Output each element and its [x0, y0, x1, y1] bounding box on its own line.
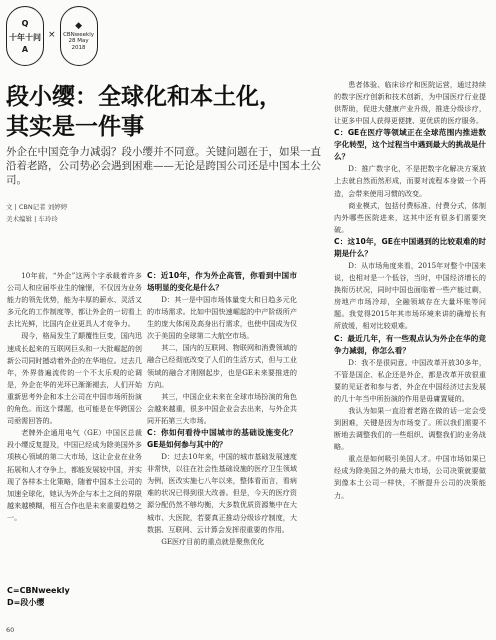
answer-paragraph: 我认为如果一直沿着老路在做的话一定会受到困难，关键是因为市场变了。所以我们需要不断地去调整我们的一些组织、调整我们的业务战略。	[334, 405, 486, 452]
paragraph: 10年前，“外企”这两个字承载着许多公司人和应届毕业生的憧憬，不仅因为业务能力的领先优势，能为丰厚的薪水、灵活又多元化的工作制度等，都让外企的一切看上去比光鲜，比国内企业更具人才竞争力。	[7, 271, 142, 329]
answer-paragraph: GE医疗目前的重点就是聚焦优化	[161, 536, 265, 546]
cbn-icon: ◆	[75, 20, 82, 31]
logo-cross: ×	[48, 30, 56, 40]
paragraph: 现今，格局发生了颠覆性巨变，国内迅速成长起来的互联网巨头和一大批崛起的创新公司同时撼动着外企的在华地位。过去几年，外界普遍流传的一个不太乐观的论调是，外企在华的光环已渐渐褪去，人们开始重新思考外企和本土公司在中国市场所扮演的角色。而这个课题，也可能是在华跨国公司亟需回答的。	[7, 331, 142, 426]
question: C：近10年，作为外企高管，你看到中国市场明显的变化是什么？	[147, 271, 297, 292]
answer-paragraph: 其三，中国企业未来在全球市场扮演的角色会越来越重，很多中国企业会去出来，与外企共同开拓第三大市场。	[147, 391, 297, 425]
cbnweekly-logo	[60, 6, 98, 66]
question: C：你如何看待中国城市的基础设施变化？GE是如何参与其中的？	[147, 428, 297, 450]
legend-d: D=段小缨	[7, 598, 45, 607]
logo-year: 2018	[71, 44, 86, 51]
byline-writer: 文 | CBN记者 刘婷婷	[6, 203, 68, 211]
question: C：最近几年，有一些观点认为外企在华的竞争力减弱，你怎么看？	[334, 333, 486, 355]
question: C：这10年，GE在中国遇到的比较艰难的时期是什么？	[334, 236, 486, 258]
question: C：GE在医疗等领域正在全球范围内推进数字化转型，这个过程当中遇到最大的挑战是什么？	[334, 128, 486, 162]
column-1	[7, 270, 142, 524]
qa-logo	[6, 6, 44, 66]
article-title	[6, 82, 326, 142]
speaker-legend	[7, 585, 70, 609]
answer-paragraph: 其二，国内的互联网、物联网和消费领域的融合已经彻底改变了人们的生活方式，但与工业领域的融合才刚刚起步，也是GE未来要推进的方向。	[147, 343, 297, 389]
column-2	[147, 270, 297, 548]
byline-editor: 美术编辑 | 车玲玲	[6, 215, 58, 223]
logo-a: A	[21, 45, 29, 54]
answer-paragraph: D：从市场角度来看，2015年对整个中国来说，也相对是一个低谷，当时，中国经济增长的换衔历状况，同时中国也面临着一些产能过剩，房地产市场冷却，全融领域存在大量坏账等问题。我觉得2015年其市场环境来讲的确增长有所放缓，相对比较艰难。	[334, 260, 486, 331]
answer-paragraph: D：我不是很同意。中国改革开放30多年，不管是国企、私企还是外企，都是改革开放很重要的见证者和参与者，外企在中国经济过去发展的几十年当中所扮演的作用是毋庸置疑的。	[334, 357, 486, 403]
byline	[6, 201, 206, 225]
answer-paragraph: 患者体验、临床诊疗和医院运营，通过持续的数字医疗创新和技术创新，为中国医疗行业提供帮助，促进大健康产业升级，推进分级诊疗，让更多中国人获得更便捷、更优质的医疗服务。	[334, 80, 486, 126]
answer-paragraph: D：过去10年来，中国的城市基础发展速度非常快，以往在社会性基础设施的医疗卫生领域为例，医改实施七八年以来，整体看而言，看病难的状况已得到很大改善。但是，今天的医疗资源分配仍然不够均衡，大多数优质资源集中在大城市、大医院，若要真正推动分级诊疗制度，大数据、互联网、云计算会发挥很重要的作用。	[147, 452, 297, 534]
paragraph: 老牌外企通用电气（GE）中国区总裁段小缨反复提及，中国已经成为除美国外多项核心领域的第二大市场，这让企业在业务拓展和人才夺争上，都能发展较中国，并实现了各样本土化策略，随着中国本土公司的加速全球化，她认为外企与本土之间的界限越来越模糊，相互合作也是未来重要趋势之一。	[7, 428, 142, 522]
logo-date: 28 May	[68, 38, 89, 45]
logo-middle: 十年十问	[9, 33, 41, 42]
answer-paragraph: D：推广数字化，不是把数字化解决方案放上去就自然而然形成，而要对流程本身做一个再造，会带来使用习惯的改变。	[334, 164, 486, 198]
answer-paragraph: 商业模式，包括付费标准、付费分式，体制内外哪些医院进来，这其中还有很多们需要突破。	[334, 200, 486, 234]
logo-name: CBNweekly	[63, 31, 95, 38]
logo-q: Q	[21, 19, 29, 28]
title-line-1: 段小缨：全球化和本土化，	[6, 84, 282, 110]
page-number: 60	[6, 626, 15, 634]
column-logo	[6, 6, 98, 66]
column-3	[334, 79, 486, 502]
article-dek: 外企在中国竞争力减弱？段小缨并不同意。关键问题在于，如果一直沿着老路，公司势必会遇到困难——无论是跨国公司还是中国本土公司。	[6, 146, 321, 186]
legend-c: C=CBNweekly	[7, 586, 70, 595]
answer-paragraph: 重点是如何吸引美国人才。中国市场如果已经成为除美国之外的最大市场，公司决策就要做到像本土公司一样快，不断提升公司的决策能力。	[334, 454, 486, 500]
title-line-2: 其实是一件事	[6, 114, 144, 140]
answer-paragraph: D：其一是中国市场体量变大和日趋多元化的市场需求。比如中国快速崛起的中产阶级所产生的庞大体闲及高身出行需求，也使中国成为仅次于美国的全球第二大航空市场。	[147, 295, 297, 341]
